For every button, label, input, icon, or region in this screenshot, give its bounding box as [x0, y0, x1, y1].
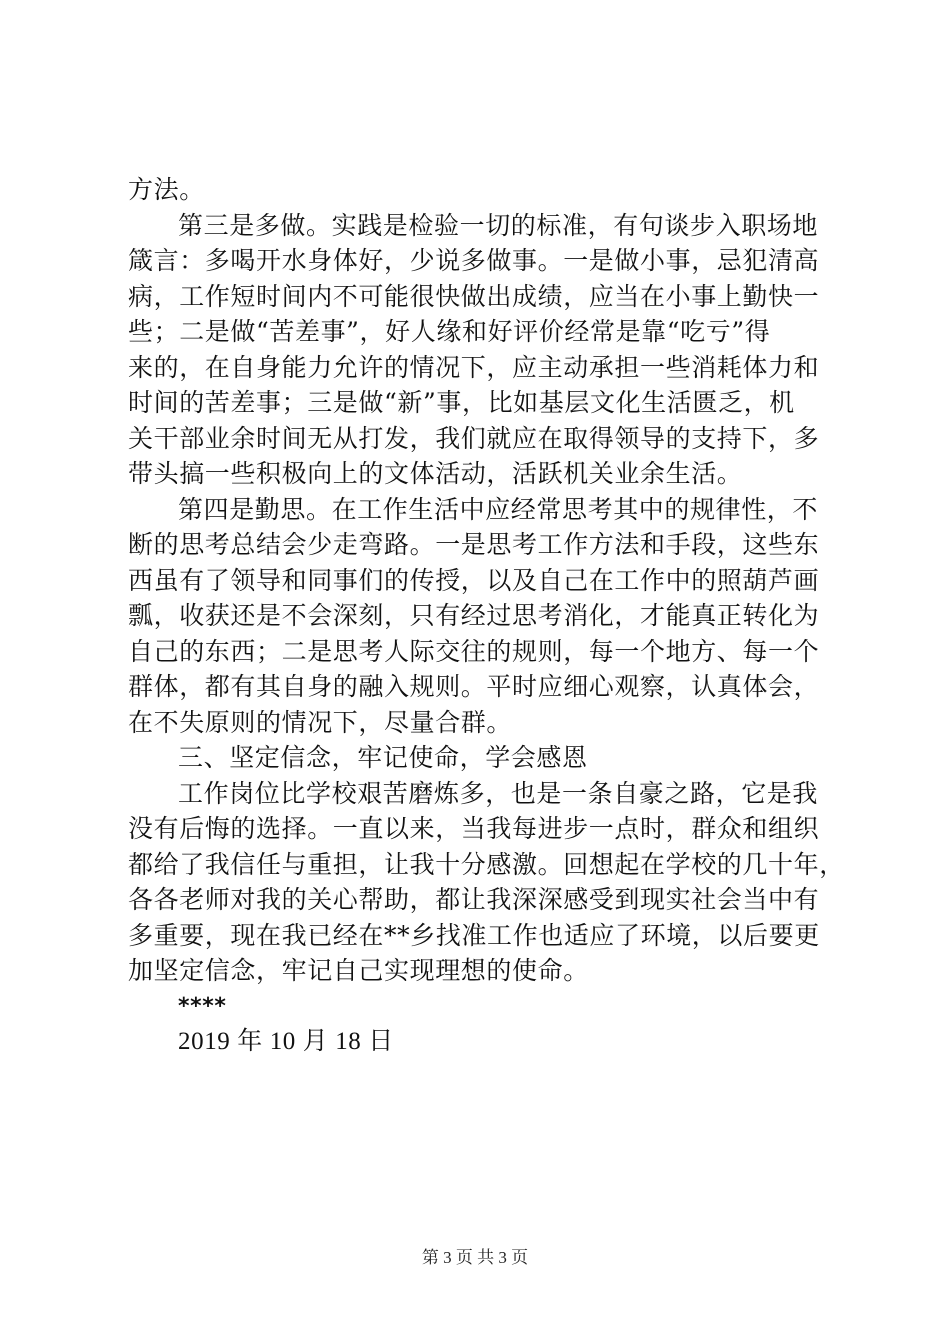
text-line: 瓢，收获还是不会深刻，只有经过思考消化，才能真正转化为	[128, 601, 820, 630]
text-line: 加坚定信念，牢记自己实现理想的使命。	[128, 956, 589, 985]
text-line: 断的思考总结会少走弯路。一是思考工作方法和手段，这些东	[128, 530, 820, 559]
text-line: 些；二是做“苦差事”，好人缘和好评价经常是靠“吃亏”得	[128, 317, 771, 346]
signature: ****	[178, 993, 227, 1019]
text-line: 带头搞一些积极向上的文体活动，活跃机关业余生活。	[128, 459, 743, 488]
document-body	[128, 172, 845, 1060]
text-line: 来的，在自身能力允许的情况下，应主动承担一些消耗体力和	[128, 352, 820, 382]
paragraph-start-line: 工作岗位比学校艰苦磨炼多，也是一条自豪之路，它是我	[178, 778, 819, 808]
text-line: 方法。	[128, 175, 205, 204]
text-line: 关干部业余时间无从打发，我们就应在取得领导的支持下，多	[128, 423, 820, 453]
page-footer: 第 3 页 共 3 页	[421, 1248, 529, 1267]
text-line: 没有后悔的选择。一直以来，当我每进步一点时，群众和组织	[128, 814, 820, 843]
text-line: 各各老师对我的关心帮助，都让我深深感受到现实社会当中有	[128, 885, 820, 914]
text-line: 多重要，现在我已经在**乡找准工作也适应了环境，以后要更	[128, 920, 820, 950]
text-line: 箴言：多喝开水身体好，少说多做事。一是做小事，忌犯清高	[128, 246, 820, 275]
paragraph-start-line: 第三是多做。实践是检验一切的标准，有句谈步入职场地	[178, 210, 819, 240]
text-line: 自己的东西；二是思考人际交往的规则，每一个地方、每一个	[128, 636, 820, 666]
text-line: 在不失原则的情况下，尽量合群。	[128, 707, 513, 737]
paragraph-start-line: 第四是勤思。在工作生活中应经常思考其中的规律性，不	[178, 494, 819, 524]
text-line: 西虽有了领导和同事们的传授，以及自己在工作中的照葫芦画	[128, 565, 820, 595]
document-date: 2019 年 10 月 18 日	[178, 1028, 394, 1055]
text-line: 时间的苦差事；三是做“新”事，比如基层文化生活匮乏，机	[128, 388, 795, 417]
text-line: 都给了我信任与重担，让我十分感激。回想起在学校的几十年，	[128, 849, 845, 879]
text-line: 群体，都有其自身的融入规则。平时应细心观察，认真体会，	[128, 672, 820, 701]
text-line: 病，工作短时间内不可能很快做出成绩，应当在小事上勤快一	[128, 281, 820, 311]
section-heading: 三、坚定信念，牢记使命，学会感恩	[178, 743, 588, 772]
